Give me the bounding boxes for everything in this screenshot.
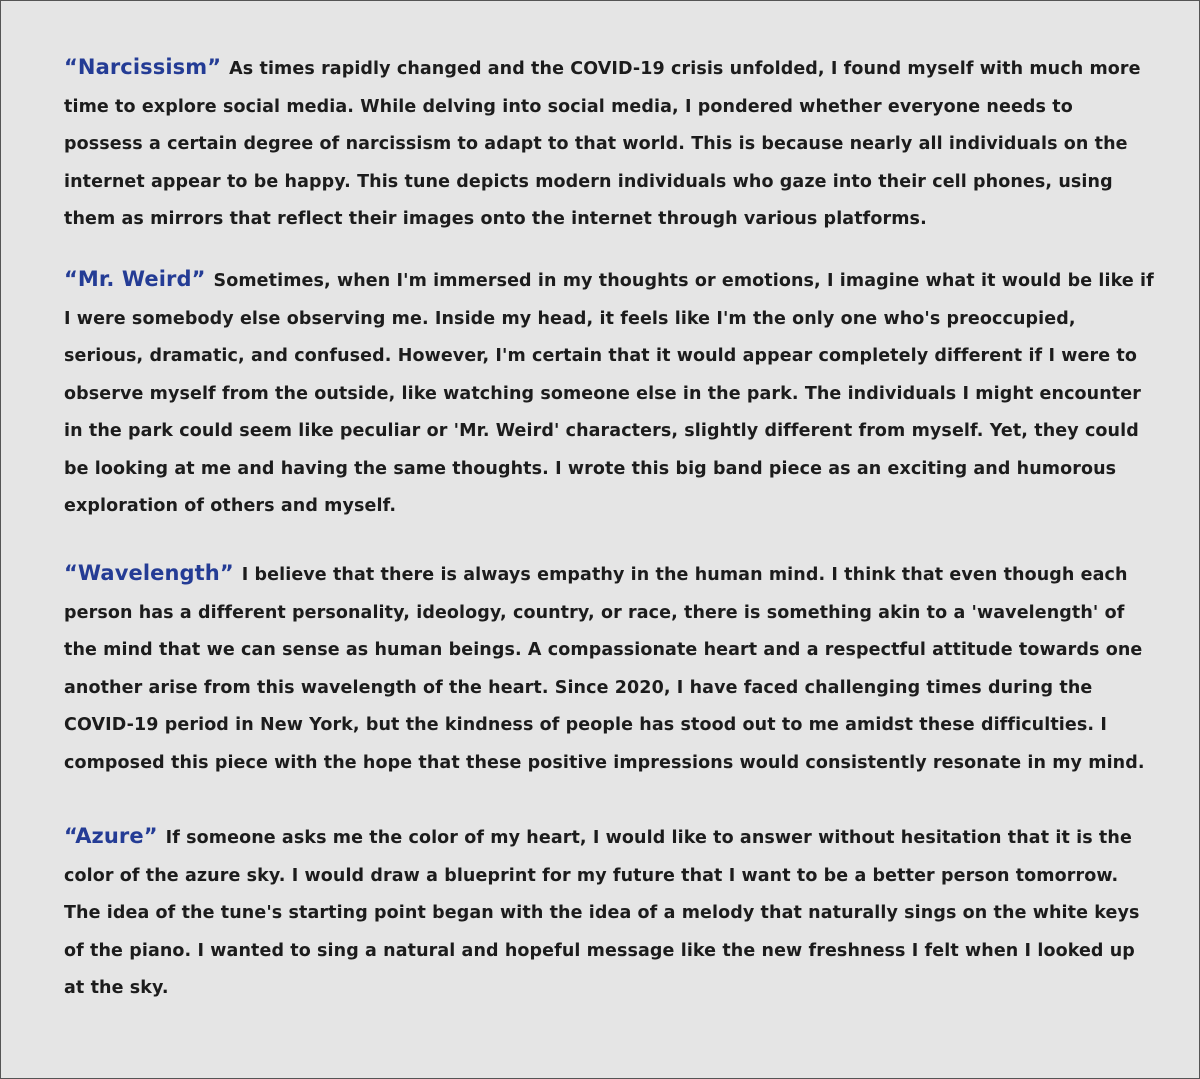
- entry-mr-weird: [64, 261, 1154, 526]
- entry-title: “Narcissism”: [64, 55, 222, 79]
- entry-title: “Azure”: [64, 824, 158, 848]
- entry-narcissism: [64, 49, 1154, 239]
- entry-body: As times rapidly changed and the COVID-19 crisis unfolded, I found myself with much more time to explore social media. While delving into social media, I pondered whether everyone needs to possess a certain degree of narcissism to adapt to that world. This is because nearly all individuals on the internet appear to be happy. This tune depicts modern individuals who gaze into their cell phones, using them as mirrors that reflect their images onto the internet through various platforms.: [64, 59, 1141, 229]
- entry-title: “Wavelength”: [64, 561, 234, 585]
- entry-body: I believe that there is always empathy in the human mind. I think that even though each person has a different personality, ideology, country, or race, there is something akin to a 'wavelength' of the mind that we can sense as human beings. A compassionate heart and a respectful attitude towards one another arise from this wavelength of the heart. Since 2020, I have faced challenging times during the COVID-19 period in New York, but the kindness of people has stood out to me amidst these difficulties. I composed this piece with the hope that these positive impressions would consistently resonate in my mind.: [64, 565, 1145, 773]
- entry-body: Sometimes, when I'm immersed in my thoughts or emotions, I imagine what it would be like if I were somebody else observing me. Inside my head, it feels like I'm the only one who's preoccupied, serious, dramatic, and confused. However, I'm certain that it would appear completely different if I were to observe myself from the outside, like watching someone else in the park. The individuals I might encounter in the park could seem like peculiar or 'Mr. Weird' characters, slightly different from myself. Yet, they could be looking at me and having the same thoughts. I wrote this big band piece as an exciting and humorous exploration of others and myself.: [64, 271, 1154, 516]
- entry-body: If someone asks me the color of my heart, I would like to answer without hesitation that it is the color of the azure sky. I would draw a blueprint for my future that I want to be a better person tomorrow. The idea of the tune's starting point began with the idea of a melody that naturally sings on the white keys of the piano. I wanted to sing a natural and hopeful message like the new freshness I felt when I looked up at the sky.: [64, 828, 1140, 998]
- entry-wavelength: [64, 555, 1154, 782]
- entry-title: “Mr. Weird”: [64, 267, 206, 291]
- entry-azure: [64, 818, 1154, 1008]
